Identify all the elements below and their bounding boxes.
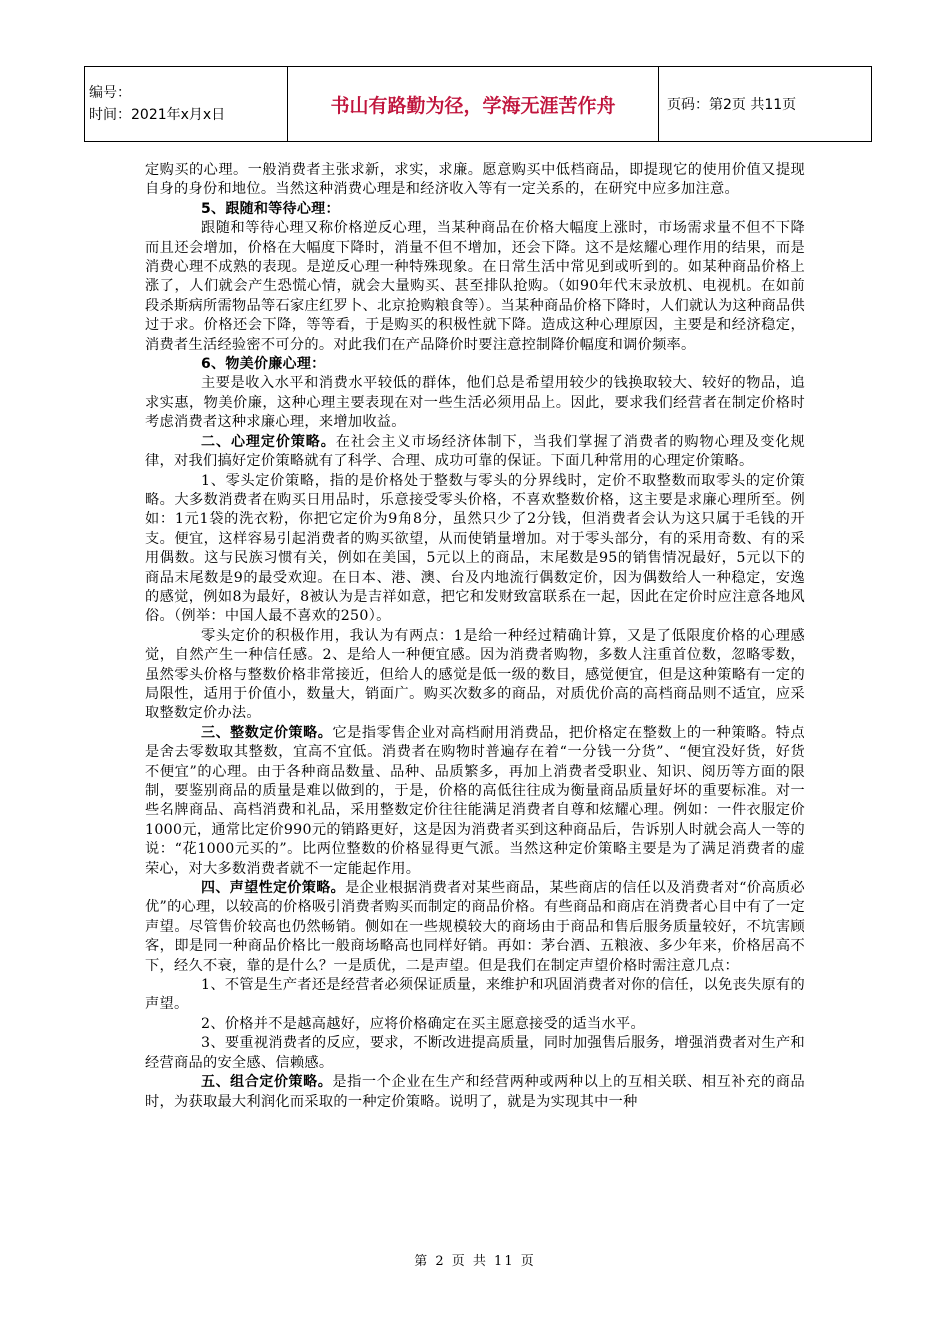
page-header: [84, 66, 872, 142]
paragraph: 1、零头定价策略，指的是价格处于整数与零头的分界线时，定价不取整数而取零头的定价策略。大多数消费者在购买日用品时，乐意接受零头价格，不喜欢整数价格，这主要是求廉心理所至。例如：1元1袋的洗衣粉，你把它定价为9角8分，虽然只少了2分钱，但消费者会认为这只属于毛钱的开支。便宜，这样容易引起消费者的购买欲望，从而使销量增加。对于零头部分，有的采用奇数、有的采用偶数。这与民族习惯有关，例如在美国，5元以上的商品，末尾数是95的销售情况最好，5元以下的商品末尾数是9的最受欢迎。在日本、港、澳、台及内地流行偶数定价，因为偶数给人一种稳定，安逸的感觉，例如8为最好，8被认为是吉祥如意，把它和发财致富联系在一起，因此在定价时应注意各地风俗。（例举：中国人最不喜欢的250）。: [145, 472, 805, 625]
paragraph: 零头定价的积极作用，我认为有两点：1是给一种经过精确计算，又是了低限度价格的心理感觉，自然产生一种信任感。2、是给人一种便宜感。因为消费者购物，多数人注重首位数，忽略零数，虽然零头价格与整数价格非常接近，但给人的感觉是低一级的数目，感觉便宜，但是这种策略有一定的局限性，适用于价值小，数量大，销面广。购买次数多的商品，对质优价高的高档商品则不适宜，应采取整数定价办法。: [145, 627, 805, 722]
paragraph: 3、要重视消费者的反应，要求，不断改进提高质量，同时加强售后服务，增强消费者对生产和经营商品的安全感、信赖感。: [145, 1035, 805, 1071]
paragraph: 主要是收入水平和消费水平较低的群体，他们总是希望用较少的钱换取较大、较好的物品，追求实惠，物美价廉，这种心理主要表现在对一些生活必须用品上。因此，要求我们经营者在制定价格时考虑消费者这种求廉心理，来增加收益。: [145, 375, 805, 431]
strategy-heading: 五、组合定价策略。: [201, 1074, 333, 1091]
document-body: [145, 161, 805, 1112]
paragraph: 二、心理定价策略。在社会主义市场经济体制下，当我们掌握了消费者的购物心理及变化规律，对我们搞好定价策略就有了科学、合理、成功可靠的保证。下面几种常用的心理定价策略。: [145, 433, 805, 470]
strategy-heading: 四、声望性定价策略。: [201, 880, 346, 897]
strategy-heading: 二、心理定价策略。: [201, 433, 336, 450]
section-heading: 5、跟随和等待心理：: [201, 200, 340, 217]
paragraph: 定购买的心理。一般消费者主张求新，求实，求廉。愿意购买中低档商品，即提现它的使用价值又提现自身的身份和地位。当然这种消费心理是和经济收入等有一定关系的，在研究中应多加注意。: [145, 162, 805, 198]
paragraph: 跟随和等待心理又称价格逆反心理，当某种商品在价格大幅度上涨时，市场需求量不但不下降而且还会增加，价格在大幅度下降时，消量不但不增加，还会下降。这不是炫耀心理作用的结果，而是消费心理不成熟的表现。是逆反心理一种特殊现象。在日常生活中常见到或听到的。如某种商品价格上涨了，人们就会产生恐慌心情，就会大量购买、甚至排队抢购。（如90年代末录放机、电视机。在如前段杀斯病所需物品等石家庄红罗卜、北京抢购粮食等）。当某种商品价格下降时，人们就认为这种商品供过于求。价格还会下降，等等看，于是购买的积极性就下降。造成这种心理原因，主要是和经济稳定，消费者生活经验密不可分的。对此我们在产品降价时要注意控制降价幅度和调价频率。: [145, 220, 805, 353]
header-motto: 书山有路勤为径，学海无涯苦作舟: [288, 67, 659, 142]
paragraph: 1、不管是生产者还是经营者必须保证质量，来维护和巩固消费者对你的信任，以免丧失原有的声望。: [145, 977, 805, 1013]
paragraph: 五、组合定价策略。是指一个企业在生产和经营两种或两种以上的互相关联、相互补充的商品时，为获取最大利润化而采取的一种定价策略。说明了，就是为实现其中一种: [145, 1074, 806, 1110]
paragraph: 三、整数定价策略。它是指零售企业对高档耐用消费品，把价格定在整数上的一种策略。特点是舍去零数取其整数，宜高不宜低。消费者在购物时普遍存在着“一分钱一分货”、“便宜没好货，好货不便宜”的心理。由于各种商品数量、品种、品质繁多，再加上消费者受职业、知识、阅历等方面的限制，要鉴别商品的质量是难以做到的，于是，价格的高低往往成为衡量商品质量好坏的重要标准。对一些名牌商品、高档消费和礼品，采用整数定价往往能满足消费者自尊和炫耀心理。例如：一件衣服定价1000元，通常比定价990元的销路更好，这是因为消费者买到这种商品后，告诉别人时就会高人一等的说：“花1000元买的”。比两位整数的价格显得更气派。当然这种定价策略主要是为了满足消费者的虚荣心，对大多数消费者就不一定能起作用。: [145, 724, 806, 877]
page-footer: 第 2 页 共 11 页: [414, 1254, 536, 1269]
paragraph: 四、声望性定价策略。是企业根据消费者对某些商品，某些商店的信任以及消费者对“价高质必优”的心理，以较高的价格吸引消费者购买而制定的商品价格。有些商品和商店在消费者心目中有了一定声望。尽管售价较高也仍然畅销。侧如在一些规模较大的商场由于商品和售后服务质量较好，不坑害顾客，即是同一种商品价格比一般商场略高也同样好销。再如：茅台酒、五粮液、多少年来，价格居高不下，经久不衰，靠的是什么？一是质优，二是声望。但是我们在制定声望价格时需注意几点：: [145, 880, 806, 974]
document-number-label: 编号：: [89, 85, 131, 101]
header-meta: [85, 67, 288, 142]
paragraph: 2、价格并不是越高越好，应将价格确定在买主愿意接受的适当水平。: [201, 1015, 645, 1032]
document-time-label: 时间：2021年x月x日: [89, 107, 226, 123]
strategy-heading: 三、整数定价策略。: [201, 724, 333, 741]
section-heading: 6、物美价廉心理：: [201, 356, 326, 373]
header-page-label: 页码：第2页 共11页: [659, 67, 872, 142]
